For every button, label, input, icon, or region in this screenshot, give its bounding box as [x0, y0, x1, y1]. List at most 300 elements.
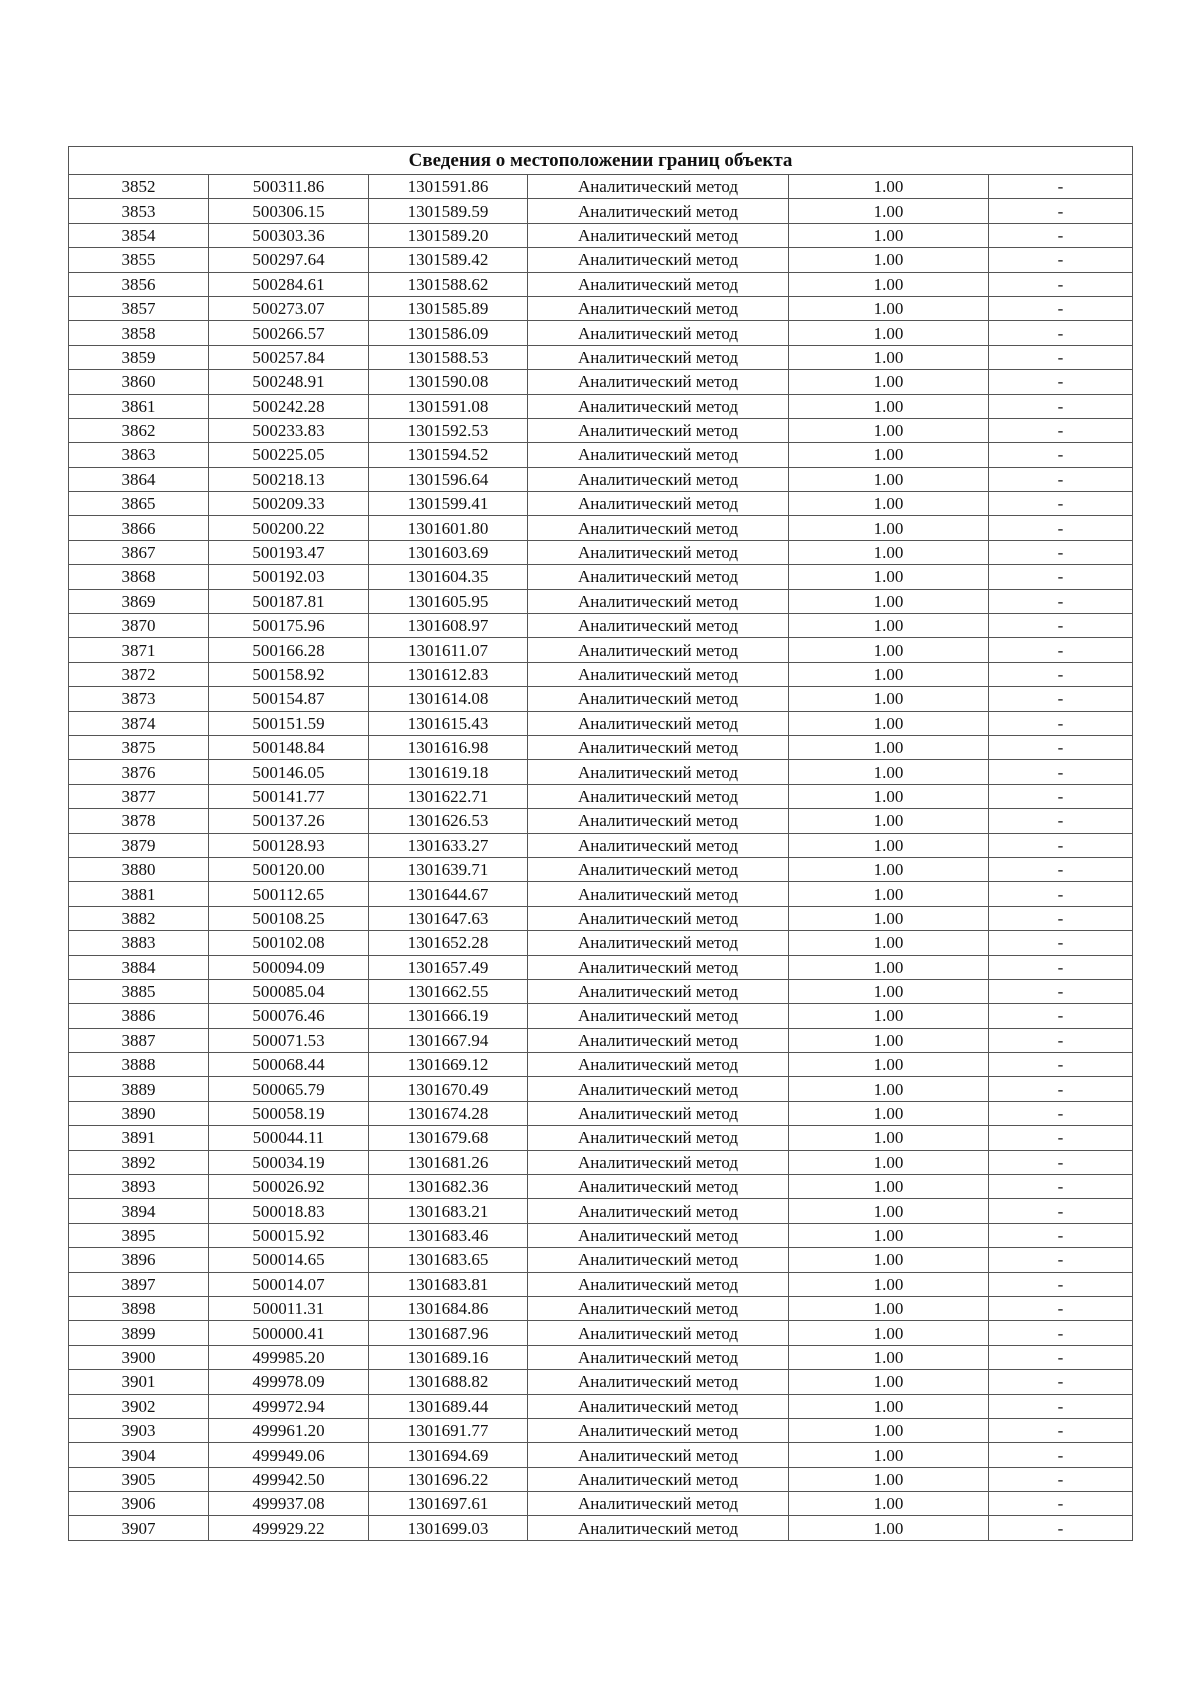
x-coordinate-cell: 500076.46	[209, 1004, 369, 1028]
y-coordinate-cell: 1301639.71	[369, 857, 528, 881]
point-number-cell: 3859	[69, 345, 209, 369]
description-cell: -	[989, 492, 1133, 516]
description-cell: -	[989, 931, 1133, 955]
boundary-table	[68, 146, 1133, 1541]
accuracy-cell: 1.00	[789, 1175, 989, 1199]
method-cell: Аналитический метод	[528, 1370, 789, 1394]
x-coordinate-cell: 499972.94	[209, 1394, 369, 1418]
point-number-cell: 3904	[69, 1443, 209, 1467]
accuracy-cell: 1.00	[789, 1223, 989, 1247]
table-row	[69, 1126, 1133, 1150]
table-row	[69, 614, 1133, 638]
table-row	[69, 1028, 1133, 1052]
table-row	[69, 1370, 1133, 1394]
y-coordinate-cell: 1301688.82	[369, 1370, 528, 1394]
method-cell: Аналитический метод	[528, 467, 789, 491]
description-cell: -	[989, 223, 1133, 247]
point-number-cell: 3903	[69, 1418, 209, 1442]
point-number-cell: 3882	[69, 906, 209, 930]
description-cell: -	[989, 1101, 1133, 1125]
method-cell: Аналитический метод	[528, 223, 789, 247]
point-number-cell: 3867	[69, 540, 209, 564]
table-row	[69, 540, 1133, 564]
description-cell: -	[989, 760, 1133, 784]
method-cell: Аналитический метод	[528, 370, 789, 394]
point-number-cell: 3866	[69, 516, 209, 540]
method-cell: Аналитический метод	[528, 1248, 789, 1272]
method-cell: Аналитический метод	[528, 1077, 789, 1101]
point-number-cell: 3892	[69, 1150, 209, 1174]
accuracy-cell: 1.00	[789, 1394, 989, 1418]
y-coordinate-cell: 1301670.49	[369, 1077, 528, 1101]
accuracy-cell: 1.00	[789, 394, 989, 418]
point-number-cell: 3893	[69, 1175, 209, 1199]
x-coordinate-cell: 500085.04	[209, 979, 369, 1003]
table-body	[69, 175, 1133, 1541]
table-row	[69, 1321, 1133, 1345]
y-coordinate-cell: 1301603.69	[369, 540, 528, 564]
point-number-cell: 3856	[69, 272, 209, 296]
description-cell: -	[989, 418, 1133, 442]
point-number-cell: 3890	[69, 1101, 209, 1125]
accuracy-cell: 1.00	[789, 638, 989, 662]
description-cell: -	[989, 979, 1133, 1003]
x-coordinate-cell: 499949.06	[209, 1443, 369, 1467]
table-row	[69, 760, 1133, 784]
point-number-cell: 3871	[69, 638, 209, 662]
method-cell: Аналитический метод	[528, 955, 789, 979]
description-cell: -	[989, 394, 1133, 418]
method-cell: Аналитический метод	[528, 809, 789, 833]
point-number-cell: 3873	[69, 687, 209, 711]
table-row	[69, 1053, 1133, 1077]
x-coordinate-cell: 500146.05	[209, 760, 369, 784]
description-cell: -	[989, 175, 1133, 199]
method-cell: Аналитический метод	[528, 1296, 789, 1320]
point-number-cell: 3894	[69, 1199, 209, 1223]
point-number-cell: 3876	[69, 760, 209, 784]
accuracy-cell: 1.00	[789, 1150, 989, 1174]
method-cell: Аналитический метод	[528, 1101, 789, 1125]
accuracy-cell: 1.00	[789, 516, 989, 540]
y-coordinate-cell: 1301689.44	[369, 1394, 528, 1418]
accuracy-cell: 1.00	[789, 248, 989, 272]
y-coordinate-cell: 1301657.49	[369, 955, 528, 979]
accuracy-cell: 1.00	[789, 1345, 989, 1369]
method-cell: Аналитический метод	[528, 272, 789, 296]
description-cell: -	[989, 906, 1133, 930]
method-cell: Аналитический метод	[528, 175, 789, 199]
table-row	[69, 1150, 1133, 1174]
table-row	[69, 1394, 1133, 1418]
method-cell: Аналитический метод	[528, 857, 789, 881]
description-cell: -	[989, 1394, 1133, 1418]
x-coordinate-cell: 499937.08	[209, 1492, 369, 1516]
method-cell: Аналитический метод	[528, 979, 789, 1003]
y-coordinate-cell: 1301592.53	[369, 418, 528, 442]
x-coordinate-cell: 500166.28	[209, 638, 369, 662]
table-row	[69, 1443, 1133, 1467]
point-number-cell: 3861	[69, 394, 209, 418]
x-coordinate-cell: 500233.83	[209, 418, 369, 442]
y-coordinate-cell: 1301589.42	[369, 248, 528, 272]
method-cell: Аналитический метод	[528, 735, 789, 759]
x-coordinate-cell: 500297.64	[209, 248, 369, 272]
method-cell: Аналитический метод	[528, 1053, 789, 1077]
accuracy-cell: 1.00	[789, 1443, 989, 1467]
method-cell: Аналитический метод	[528, 687, 789, 711]
table-row	[69, 199, 1133, 223]
accuracy-cell: 1.00	[789, 711, 989, 735]
point-number-cell: 3896	[69, 1248, 209, 1272]
x-coordinate-cell: 500018.83	[209, 1199, 369, 1223]
method-cell: Аналитический метод	[528, 492, 789, 516]
method-cell: Аналитический метод	[528, 589, 789, 613]
method-cell: Аналитический метод	[528, 296, 789, 320]
table-row	[69, 1418, 1133, 1442]
table-row	[69, 394, 1133, 418]
method-cell: Аналитический метод	[528, 711, 789, 735]
y-coordinate-cell: 1301682.36	[369, 1175, 528, 1199]
table-row	[69, 1199, 1133, 1223]
point-number-cell: 3852	[69, 175, 209, 199]
method-cell: Аналитический метод	[528, 1345, 789, 1369]
table-row	[69, 979, 1133, 1003]
description-cell: -	[989, 809, 1133, 833]
accuracy-cell: 1.00	[789, 1077, 989, 1101]
x-coordinate-cell: 500225.05	[209, 443, 369, 467]
accuracy-cell: 1.00	[789, 418, 989, 442]
y-coordinate-cell: 1301666.19	[369, 1004, 528, 1028]
y-coordinate-cell: 1301588.53	[369, 345, 528, 369]
description-cell: -	[989, 443, 1133, 467]
y-coordinate-cell: 1301601.80	[369, 516, 528, 540]
table-row	[69, 321, 1133, 345]
x-coordinate-cell: 500200.22	[209, 516, 369, 540]
method-cell: Аналитический метод	[528, 614, 789, 638]
method-cell: Аналитический метод	[528, 1150, 789, 1174]
table-title-row	[69, 147, 1133, 175]
method-cell: Аналитический метод	[528, 1516, 789, 1540]
table-row	[69, 175, 1133, 199]
description-cell: -	[989, 321, 1133, 345]
y-coordinate-cell: 1301679.68	[369, 1126, 528, 1150]
method-cell: Аналитический метод	[528, 882, 789, 906]
method-cell: Аналитический метод	[528, 931, 789, 955]
point-number-cell: 3900	[69, 1345, 209, 1369]
table-row	[69, 418, 1133, 442]
x-coordinate-cell: 500128.93	[209, 833, 369, 857]
accuracy-cell: 1.00	[789, 492, 989, 516]
x-coordinate-cell: 500000.41	[209, 1321, 369, 1345]
method-cell: Аналитический метод	[528, 540, 789, 564]
accuracy-cell: 1.00	[789, 1516, 989, 1540]
y-coordinate-cell: 1301619.18	[369, 760, 528, 784]
method-cell: Аналитический метод	[528, 1175, 789, 1199]
point-number-cell: 3887	[69, 1028, 209, 1052]
accuracy-cell: 1.00	[789, 1492, 989, 1516]
table-row	[69, 1077, 1133, 1101]
y-coordinate-cell: 1301652.28	[369, 931, 528, 955]
point-number-cell: 3881	[69, 882, 209, 906]
x-coordinate-cell: 499942.50	[209, 1467, 369, 1491]
table-row	[69, 833, 1133, 857]
x-coordinate-cell: 500137.26	[209, 809, 369, 833]
table-row	[69, 809, 1133, 833]
y-coordinate-cell: 1301697.61	[369, 1492, 528, 1516]
table-row	[69, 638, 1133, 662]
x-coordinate-cell: 500192.03	[209, 565, 369, 589]
accuracy-cell: 1.00	[789, 443, 989, 467]
x-coordinate-cell: 500011.31	[209, 1296, 369, 1320]
x-coordinate-cell: 500014.65	[209, 1248, 369, 1272]
description-cell: -	[989, 1077, 1133, 1101]
accuracy-cell: 1.00	[789, 565, 989, 589]
y-coordinate-cell: 1301689.16	[369, 1345, 528, 1369]
x-coordinate-cell: 500108.25	[209, 906, 369, 930]
accuracy-cell: 1.00	[789, 1296, 989, 1320]
point-number-cell: 3901	[69, 1370, 209, 1394]
point-number-cell: 3897	[69, 1272, 209, 1296]
x-coordinate-cell: 500187.81	[209, 589, 369, 613]
y-coordinate-cell: 1301667.94	[369, 1028, 528, 1052]
y-coordinate-cell: 1301683.65	[369, 1248, 528, 1272]
point-number-cell: 3907	[69, 1516, 209, 1540]
description-cell: -	[989, 1223, 1133, 1247]
accuracy-cell: 1.00	[789, 1126, 989, 1150]
accuracy-cell: 1.00	[789, 735, 989, 759]
point-number-cell: 3878	[69, 809, 209, 833]
accuracy-cell: 1.00	[789, 662, 989, 686]
description-cell: -	[989, 955, 1133, 979]
method-cell: Аналитический метод	[528, 1321, 789, 1345]
y-coordinate-cell: 1301683.21	[369, 1199, 528, 1223]
y-coordinate-cell: 1301616.98	[369, 735, 528, 759]
x-coordinate-cell: 500193.47	[209, 540, 369, 564]
table-row	[69, 370, 1133, 394]
accuracy-cell: 1.00	[789, 321, 989, 345]
y-coordinate-cell: 1301614.08	[369, 687, 528, 711]
x-coordinate-cell: 500112.65	[209, 882, 369, 906]
y-coordinate-cell: 1301612.83	[369, 662, 528, 686]
description-cell: -	[989, 1150, 1133, 1174]
method-cell: Аналитический метод	[528, 1028, 789, 1052]
accuracy-cell: 1.00	[789, 467, 989, 491]
table-row	[69, 882, 1133, 906]
y-coordinate-cell: 1301626.53	[369, 809, 528, 833]
table-row	[69, 711, 1133, 735]
accuracy-cell: 1.00	[789, 1199, 989, 1223]
accuracy-cell: 1.00	[789, 614, 989, 638]
description-cell: -	[989, 565, 1133, 589]
accuracy-cell: 1.00	[789, 1101, 989, 1125]
table-row	[69, 443, 1133, 467]
y-coordinate-cell: 1301591.86	[369, 175, 528, 199]
x-coordinate-cell: 500266.57	[209, 321, 369, 345]
accuracy-cell: 1.00	[789, 1418, 989, 1442]
method-cell: Аналитический метод	[528, 394, 789, 418]
x-coordinate-cell: 500120.00	[209, 857, 369, 881]
method-cell: Аналитический метод	[528, 1467, 789, 1491]
description-cell: -	[989, 857, 1133, 881]
description-cell: -	[989, 1345, 1133, 1369]
point-number-cell: 3874	[69, 711, 209, 735]
method-cell: Аналитический метод	[528, 565, 789, 589]
table-row	[69, 687, 1133, 711]
description-cell: -	[989, 345, 1133, 369]
method-cell: Аналитический метод	[528, 1272, 789, 1296]
description-cell: -	[989, 1418, 1133, 1442]
x-coordinate-cell: 500148.84	[209, 735, 369, 759]
method-cell: Аналитический метод	[528, 248, 789, 272]
accuracy-cell: 1.00	[789, 272, 989, 296]
description-cell: -	[989, 1126, 1133, 1150]
accuracy-cell: 1.00	[789, 1467, 989, 1491]
point-number-cell: 3905	[69, 1467, 209, 1491]
y-coordinate-cell: 1301681.26	[369, 1150, 528, 1174]
description-cell: -	[989, 1199, 1133, 1223]
table-row	[69, 735, 1133, 759]
method-cell: Аналитический метод	[528, 516, 789, 540]
x-coordinate-cell: 500248.91	[209, 370, 369, 394]
accuracy-cell: 1.00	[789, 882, 989, 906]
description-cell: -	[989, 296, 1133, 320]
method-cell: Аналитический метод	[528, 418, 789, 442]
point-number-cell: 3870	[69, 614, 209, 638]
method-cell: Аналитический метод	[528, 906, 789, 930]
point-number-cell: 3853	[69, 199, 209, 223]
accuracy-cell: 1.00	[789, 540, 989, 564]
description-cell: -	[989, 272, 1133, 296]
point-number-cell: 3872	[69, 662, 209, 686]
x-coordinate-cell: 500154.87	[209, 687, 369, 711]
x-coordinate-cell: 500058.19	[209, 1101, 369, 1125]
x-coordinate-cell: 500068.44	[209, 1053, 369, 1077]
description-cell: -	[989, 711, 1133, 735]
accuracy-cell: 1.00	[789, 1321, 989, 1345]
point-number-cell: 3862	[69, 418, 209, 442]
table-row	[69, 955, 1133, 979]
accuracy-cell: 1.00	[789, 1272, 989, 1296]
y-coordinate-cell: 1301590.08	[369, 370, 528, 394]
x-coordinate-cell: 500306.15	[209, 199, 369, 223]
table-row	[69, 272, 1133, 296]
y-coordinate-cell: 1301699.03	[369, 1516, 528, 1540]
x-coordinate-cell: 499929.22	[209, 1516, 369, 1540]
description-cell: -	[989, 1516, 1133, 1540]
accuracy-cell: 1.00	[789, 955, 989, 979]
x-coordinate-cell: 500273.07	[209, 296, 369, 320]
point-number-cell: 3860	[69, 370, 209, 394]
description-cell: -	[989, 1053, 1133, 1077]
description-cell: -	[989, 1028, 1133, 1052]
accuracy-cell: 1.00	[789, 760, 989, 784]
accuracy-cell: 1.00	[789, 345, 989, 369]
method-cell: Аналитический метод	[528, 1199, 789, 1223]
accuracy-cell: 1.00	[789, 223, 989, 247]
description-cell: -	[989, 1272, 1133, 1296]
method-cell: Аналитический метод	[528, 638, 789, 662]
point-number-cell: 3869	[69, 589, 209, 613]
x-coordinate-cell: 500044.11	[209, 1126, 369, 1150]
table-row	[69, 1516, 1133, 1540]
description-cell: -	[989, 638, 1133, 662]
point-number-cell: 3884	[69, 955, 209, 979]
point-number-cell: 3877	[69, 784, 209, 808]
method-cell: Аналитический метод	[528, 760, 789, 784]
y-coordinate-cell: 1301604.35	[369, 565, 528, 589]
accuracy-cell: 1.00	[789, 906, 989, 930]
point-number-cell: 3855	[69, 248, 209, 272]
y-coordinate-cell: 1301599.41	[369, 492, 528, 516]
point-number-cell: 3883	[69, 931, 209, 955]
y-coordinate-cell: 1301611.07	[369, 638, 528, 662]
description-cell: -	[989, 1492, 1133, 1516]
description-cell: -	[989, 1296, 1133, 1320]
y-coordinate-cell: 1301644.67	[369, 882, 528, 906]
description-cell: -	[989, 784, 1133, 808]
accuracy-cell: 1.00	[789, 1053, 989, 1077]
table-row	[69, 1101, 1133, 1125]
accuracy-cell: 1.00	[789, 1028, 989, 1052]
table-row	[69, 1272, 1133, 1296]
description-cell: -	[989, 516, 1133, 540]
point-number-cell: 3889	[69, 1077, 209, 1101]
x-coordinate-cell: 500015.92	[209, 1223, 369, 1247]
method-cell: Аналитический метод	[528, 1418, 789, 1442]
description-cell: -	[989, 1248, 1133, 1272]
method-cell: Аналитический метод	[528, 199, 789, 223]
x-coordinate-cell: 500284.61	[209, 272, 369, 296]
y-coordinate-cell: 1301694.69	[369, 1443, 528, 1467]
x-coordinate-cell: 500065.79	[209, 1077, 369, 1101]
point-number-cell: 3854	[69, 223, 209, 247]
x-coordinate-cell: 500175.96	[209, 614, 369, 638]
description-cell: -	[989, 662, 1133, 686]
table-row	[69, 1248, 1133, 1272]
document-page	[68, 146, 1132, 1541]
description-cell: -	[989, 1175, 1133, 1199]
method-cell: Аналитический метод	[528, 1126, 789, 1150]
point-number-cell: 3865	[69, 492, 209, 516]
table-row	[69, 1345, 1133, 1369]
description-cell: -	[989, 370, 1133, 394]
y-coordinate-cell: 1301684.86	[369, 1296, 528, 1320]
y-coordinate-cell: 1301588.62	[369, 272, 528, 296]
y-coordinate-cell: 1301691.77	[369, 1418, 528, 1442]
description-cell: -	[989, 199, 1133, 223]
table-row	[69, 1467, 1133, 1491]
table-row	[69, 223, 1133, 247]
y-coordinate-cell: 1301605.95	[369, 589, 528, 613]
y-coordinate-cell: 1301687.96	[369, 1321, 528, 1345]
accuracy-cell: 1.00	[789, 833, 989, 857]
table-row	[69, 784, 1133, 808]
accuracy-cell: 1.00	[789, 809, 989, 833]
x-coordinate-cell: 500014.07	[209, 1272, 369, 1296]
y-coordinate-cell: 1301585.89	[369, 296, 528, 320]
point-number-cell: 3864	[69, 467, 209, 491]
table-row	[69, 1175, 1133, 1199]
y-coordinate-cell: 1301589.59	[369, 199, 528, 223]
method-cell: Аналитический метод	[528, 1004, 789, 1028]
point-number-cell: 3857	[69, 296, 209, 320]
accuracy-cell: 1.00	[789, 784, 989, 808]
description-cell: -	[989, 614, 1133, 638]
x-coordinate-cell: 499978.09	[209, 1370, 369, 1394]
y-coordinate-cell: 1301633.27	[369, 833, 528, 857]
x-coordinate-cell: 500102.08	[209, 931, 369, 955]
